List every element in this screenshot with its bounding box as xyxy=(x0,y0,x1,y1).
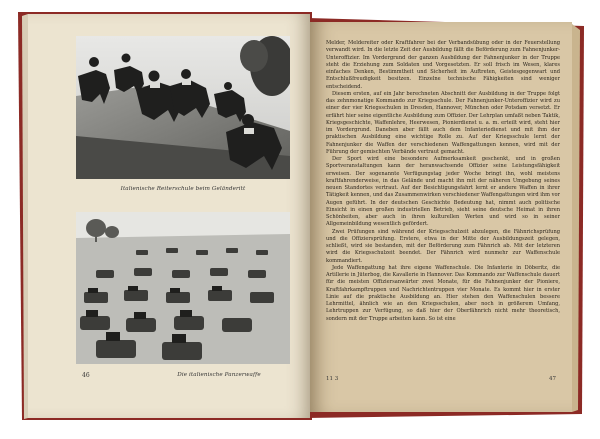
paragraph-5: Jede Waffengattung hat ihre eigene Waffenschule. Die Infanterie in Döberitz, die Artillerie in Jüterbog, die Kavallerie in Hannover. Das Kommando zur Waffenschule dauert für die meisten Offiziersanwärter zwei Monate, für die Fahnenjunker der Pioniere, Kraftfahrkampftruppen und Nachrichtentruppen vier Monate. Es kommt hier in erster Linie auf die praktische Ausbildung an. Hier stehen den Waffenschulen bessere Lehrmittel, ähnlich wie an den Kriegsschulen, aber noch in größerem Umfang, Lehrtruppen zur Verfügung, so daß hier der Oberfähnrich nicht mehr theoretisch, sondern mit der Truppe arbeiten kann. So ist eine xyxy=(326,264,560,322)
bottom-photo-caption: Die italienische Panzerwaffe xyxy=(177,372,261,378)
tanks-photo xyxy=(76,212,290,364)
paragraph-1: Melder, Meldereiter oder Kraftfahrer bei der Verbandsübung oder in der Feuerstellung verwandt wird. In die letzte Zeit der Ausbildung fällt die Beförderung zum Fahnenjunker-Unteroffizier. Im Vordergrund der ganzen Ausbildung der Fahnenjunker in der Truppe steht die Erziehung zum Soldaten und Vorgesetzten. Er soll frisch im Wesen, klares einfaches Denken, Bestimmtheit und Sicherheit im Auftreten, Geistesgegenwart und Entschlußfreudigkeit besitzen. Einzelne technische Fähigkeiten sind weniger entscheidend. xyxy=(326,40,560,90)
signature-mark: 11 3 xyxy=(326,376,339,382)
right-page-number: 47 xyxy=(549,376,556,382)
left-page xyxy=(28,14,310,418)
paragraph-2: Diesem ersten, auf ein Jahr berechneten Abschnitt der Ausbildung in der Truppe folgt das zehnmonatige Kommando zur Kriegsschule. Der Fahnenjunker-Unteroffizier wird zu einer der vier Kriegsschulen in Dresden, Hannover, München oder Potsdam versetzt. Er erfährt hier seine eigentliche Ausbildung zum Offizier. Der Lehrplan umfaßt neben Taktik, Kriegsgeschichte, Waffenlehre, Heerwesen, Pionierdienst u. a. m. erteilt wird, steht hier im Vordergrund. Daneben aber fällt auch dem Infanteriedienst und mit ihm der praktischen Ausbildung eine wichtige Rolle zu. Auf der Kriegsschule lernt der Fahnenjunker die Waffen der verschiedenen Waffengattungen kennen, wird mit der Führung der gemischten Verbände vertraut gemacht. xyxy=(326,90,560,155)
paragraph-4: Zwei Prüfungen sind während der Kriegsschulzeit abzulegen, die Fähnrichsprüfung und die Offiziersprüfung. Erstere, etwa in der Mitte der Ausbildungszeit gelegen, schließt, wird sie bestanden, mit der Beförderung zum Fähnrich ab. Mit der letzteren wird die Kriegsschulzeit beendet. Der Fähnrich wird nunmehr zur Waffenschule kommandiert. xyxy=(326,228,560,264)
paragraph-3: Der Sport wird eine besondere Aufmerksamkeit geschenkt, und in großen Sportveranstaltungen kann der heranwachsende Offizier seine Leistungsfähigkeit erweisen. Der sogenannte Verfügungstag jeder Woche bringt ihn, wohl meistens kraftfahrenderweise, in das Gelände und macht ihn mit der näheren Umgebung seines neuen Standortes vertraut. Auf der Besichtigungsfahrt lernt er andere Waffen in ihrer Tätigkeit kennen, und das Zusammenwirken verschiedener Waffengattungen wird ihm vor Augen geführt. In der deutschen Geschichte Bedeutung hat, nimmt auch politische Einsicht in einen großen industriellen Betrieb, sieht seine deutsche Heimat in ihren Schönheiten, aber auch in ihren kulturellen Werten und wird so in seiner Allgemeinbildung wesentlich gefördert. xyxy=(326,156,560,228)
left-page-number: 46 xyxy=(82,372,90,379)
right-page-text xyxy=(326,40,560,372)
top-photo-caption: Italienische Reiterschule beim Geländeritt xyxy=(120,186,246,192)
cavalry-photo xyxy=(76,36,290,179)
